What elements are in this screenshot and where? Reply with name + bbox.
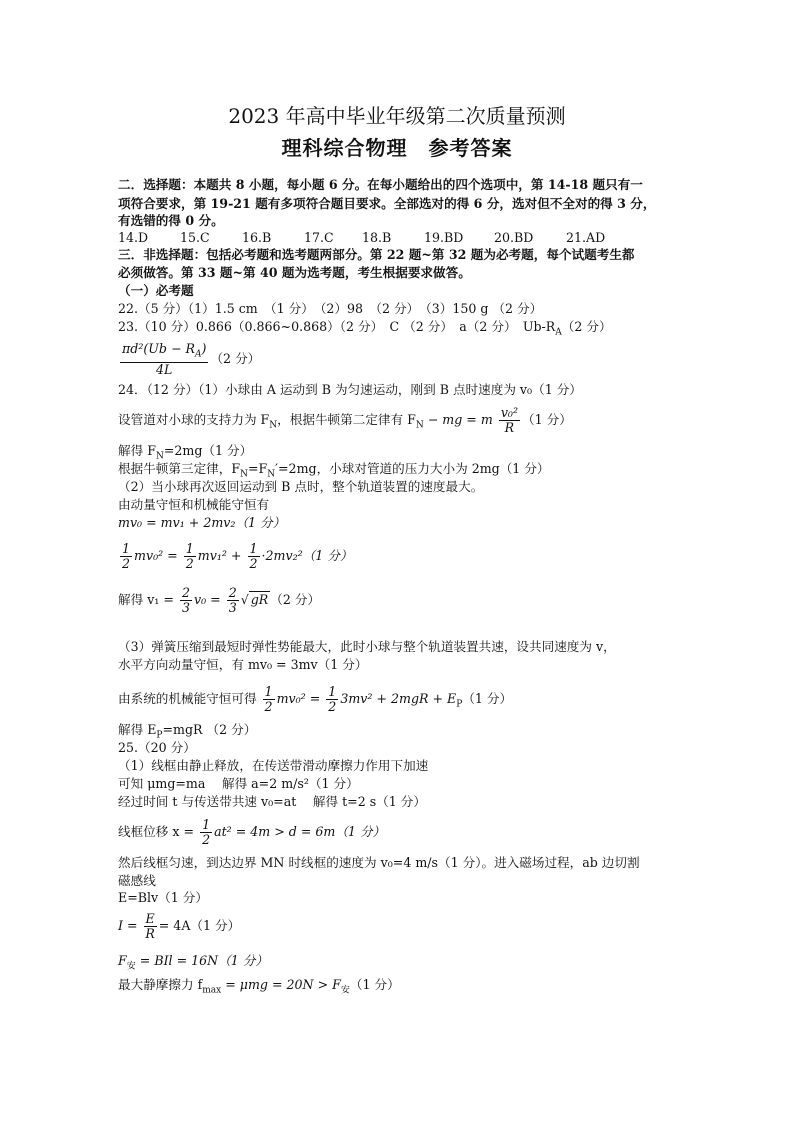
answer-15: 15.C: [180, 230, 210, 245]
q25-line5: 线框位移 x = $\frac{1}{2}$ at² = 4m > d = 6m（1 分）: [118, 817, 386, 847]
q25-line1: 25.（20 分）: [118, 740, 196, 755]
required-heading: （一）必考题: [118, 283, 194, 298]
q24-line6: 由动量守恒和机械能守恒有: [118, 497, 270, 512]
sec2-line2: 项符合要求，第 19-21 题有多项符合题目要求。全部选对的得 6 分，选对但不全对的得 3 分，: [118, 196, 656, 211]
q25-line8: E=Blv（1 分）: [118, 890, 208, 905]
answer-17: 17.C: [304, 230, 334, 245]
q24-line10: （3）弹簧压缩到最短时弹性势能最大，此时小球与整个轨道装置共速，设共同速度为 v，: [118, 639, 616, 654]
q24-line12: 由系统的机械能守恒可得 $\frac{1}{2}$ mv₀² = $\frac{1}{2}$ $3mv^2 + 2mgR + E_P(1$ 分）: [118, 684, 513, 714]
q25-line3: 可知 μmg=ma 解得 a=2 m/s²（1 分）: [118, 776, 359, 791]
sec2-line1: 二．选择题：本题共 8 小题，每小题 6 分。在每小题给出的四个选项中，第 14-18 题只有一: [118, 177, 643, 192]
q25-line4: 经过时间 t 与传送带共速 v₀=at 解得 t=2 s（1 分）: [118, 794, 426, 809]
q25-line2: （1）线框由静止释放，在传送带滑动摩擦力作用下加速: [118, 758, 429, 773]
q23: 23.（10 分）0.866（0.866~0.868）（2 分） C （2 分） a（2 分） $Ub-R_A(2$ 分）: [118, 319, 612, 338]
q23-formula: $\frac{\pi d^2(Ub - R_A)}{4L}$ （2 分）: [122, 341, 261, 377]
q22: 22.（5 分）（1）1.5 cm （1 分） （2）98 （2 分） （3）150 g （2 分）: [118, 301, 543, 316]
q24-line11: 水平方向动量守恒，有 mv₀ = 3mv（1 分）: [118, 657, 368, 672]
q25-line7: 磁感线: [118, 873, 156, 888]
answer-14: 14.D: [118, 230, 149, 245]
q24-line2: 设管道对小球的支持力为 $F_N$，根据牛顿第二定律有 $F_N$ − mg = m $\frac{\text{v₀²}}{R}$ （1 分）: [118, 405, 572, 435]
q25-line9: I = $\frac{E}{R}$ = 4A（1 分）: [118, 911, 241, 941]
q24-line13: 解得 $E_P=mgR$ （2 分）: [118, 722, 257, 741]
q25-line6: 然后线框匀速，到达边界 MN 时线框的速度为 v₀=4 m/s（1 分）。进入磁场过程，ab 边切割: [118, 855, 640, 870]
q24-line8: $\frac{1}{2}$ mv₀² = $\frac{1}{2}$ mv₁² + $\frac{1}{2}$ ·2mv₂²（1 分）: [122, 541, 353, 571]
q25-line10: $F_安$ = BIl = 16N（1 分）: [118, 953, 268, 972]
answer-21: 21.AD: [566, 230, 606, 245]
choice-answers: [118, 229, 605, 247]
answer-20: 20.BD: [494, 230, 534, 245]
q24-line3: 解得 $F_N=2mg(1$ 分）: [118, 443, 253, 462]
doc-subtitle: 理科综合物理 参考答案: [281, 136, 513, 160]
q24-line4: 根据牛顿第三定律，$F_N=F_N'=2mg$，小球对管道的压力大小为 2mg（1 分）: [118, 461, 550, 480]
q24-line1: 24．（12 分）（1）小球由 A 运动到 B 为匀速运动，刚到 B 点时速度为 v₀（1 分）: [118, 382, 582, 397]
sec3-line2: 必须做答。第 33 题~第 40 题为选考题，考生根据要求做答。: [118, 265, 471, 280]
sec2-line3: 有选错的得 0 分。: [118, 213, 224, 228]
answer-19: 19.BD: [424, 230, 464, 245]
q23-fraction: $\frac{\pi d^2(Ub - R_A)}{4L}$: [122, 341, 207, 377]
sec3-line1: 三．非选择题：包括必考题和选考题两部分。第 22 题~第 32 题为必考题，每个试题考生都: [118, 247, 635, 262]
q24-line7: mv₀ = mv₁ + 2mv₂（1 分）: [118, 515, 286, 530]
q24-line5: （2）当小球再次返回运动到 B 点时，整个轨道装置的速度最大。: [118, 479, 484, 494]
doc-title: 2023 年高中毕业年级第二次质量预测: [228, 104, 566, 128]
q25-line11: 最大静摩擦力 $f_{max} = \mu mg = 20N > F_安(1$ 分）: [118, 977, 400, 996]
answer-16: 16.B: [242, 230, 272, 245]
q24-line9: 解得 v₁ = $\frac{2}{3}$ v₀ = $\frac{2}{3}$ √ gR （2 分）: [118, 585, 321, 615]
answer-18: 18.B: [362, 230, 392, 245]
